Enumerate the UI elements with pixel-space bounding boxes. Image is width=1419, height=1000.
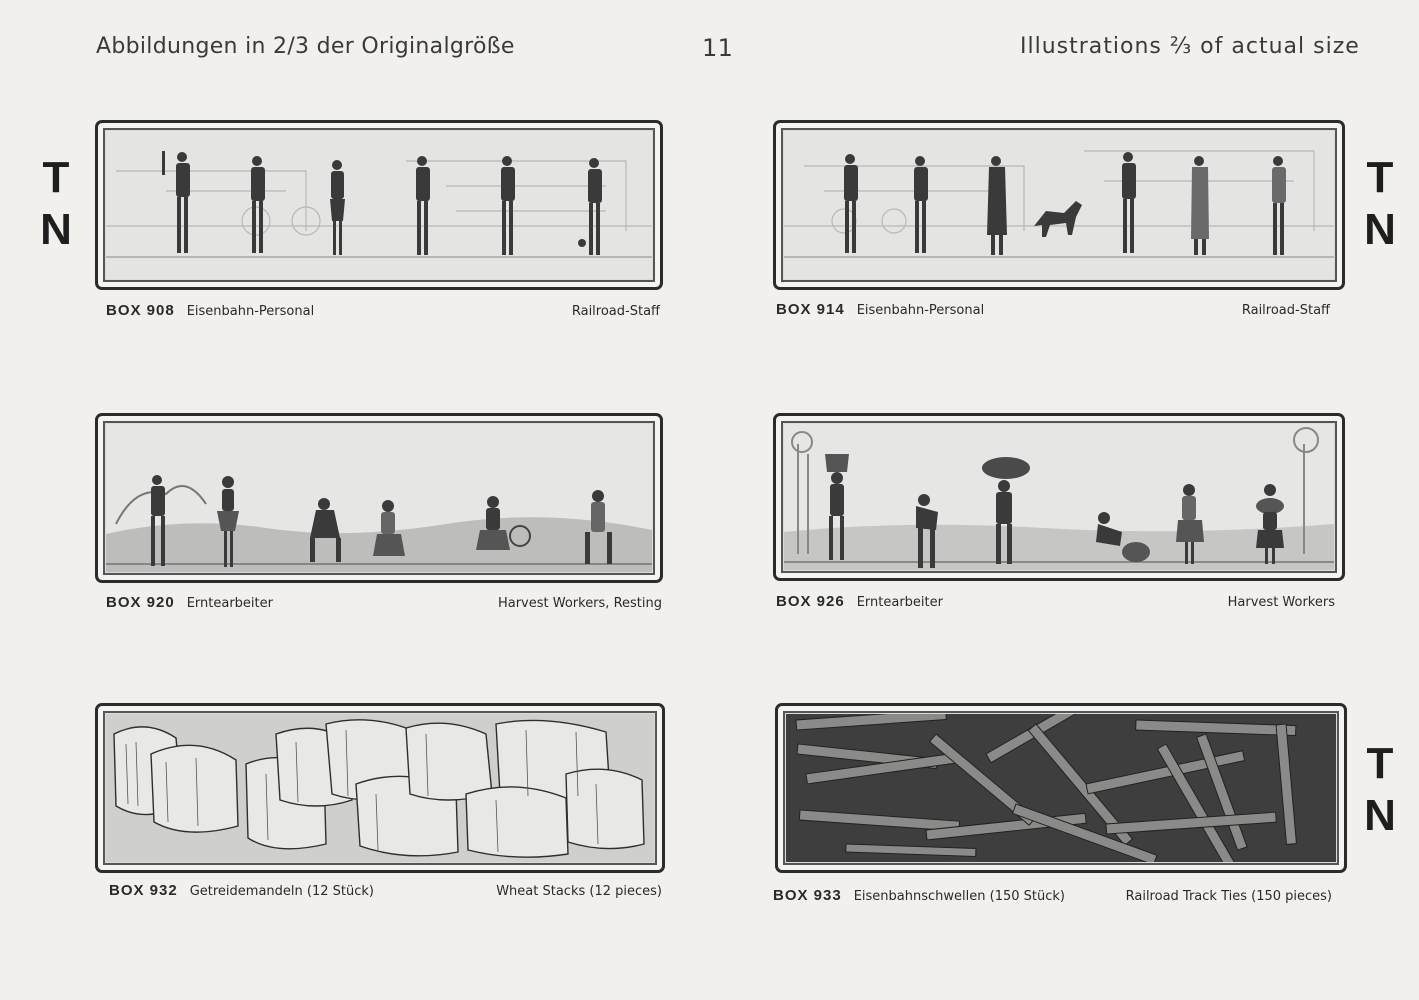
english-title: Railroad-Staff — [571, 304, 660, 319]
box-914-caption — [776, 301, 984, 318]
box-number: BOX 933 — [773, 887, 842, 904]
english-title: Harvest Workers — [1227, 595, 1335, 610]
railroad-ties-illustration — [786, 714, 1336, 862]
box-920-image — [95, 413, 663, 583]
railroad-staff-with-dog-illustration — [784, 131, 1334, 279]
wheat-stacks-illustration — [106, 714, 654, 862]
harvest-workers-resting-illustration — [106, 424, 652, 572]
box-933-image — [775, 703, 1347, 873]
scale-mark-tn-right-bottom — [1360, 738, 1400, 842]
box-number: BOX 926 — [776, 593, 845, 610]
scale-mark-tn-left — [36, 152, 76, 256]
box-932-caption — [109, 882, 374, 899]
scale-letter-n: N — [40, 205, 72, 254]
german-title: Eisenbahnschwellen (150 Stück) — [853, 889, 1065, 904]
box-920-caption — [106, 594, 273, 611]
english-title: Harvest Workers, Resting — [497, 596, 662, 611]
harvest-workers-illustration — [784, 424, 1334, 570]
english-title: Railroad-Staff — [1241, 303, 1330, 318]
english-title: Wheat Stacks (12 pieces) — [496, 884, 662, 899]
german-title: Erntearbeiter — [186, 596, 273, 611]
scale-letter-t: T — [42, 153, 70, 202]
box-926-caption — [776, 593, 943, 610]
header-left-title: Abbildungen in 2/3 der Originalgröße — [96, 34, 515, 59]
railroad-staff-figures-illustration — [106, 131, 652, 279]
english-title: Railroad Track Ties (150 pieces) — [1125, 889, 1332, 904]
german-title: Eisenbahn-Personal — [856, 303, 985, 318]
box-914-image — [773, 120, 1345, 290]
scale-mark-tn-right-top — [1360, 152, 1400, 256]
box-926-image — [773, 413, 1345, 581]
scale-letter-n: N — [1364, 791, 1396, 840]
scale-letter-t: T — [1366, 153, 1394, 202]
box-908-caption — [106, 302, 314, 319]
scale-letter-t: T — [1366, 739, 1394, 788]
box-number: BOX 932 — [109, 882, 178, 899]
page-number: 11 — [702, 34, 734, 62]
header-right-title: Illustrations ⅔ of actual size — [1020, 34, 1360, 59]
box-number: BOX 920 — [106, 594, 175, 611]
german-title: Getreidemandeln (12 Stück) — [189, 884, 374, 899]
box-932-image — [95, 703, 665, 873]
scale-letter-n: N — [1364, 205, 1396, 254]
box-933-caption — [773, 887, 1065, 904]
box-number: BOX 914 — [776, 301, 845, 318]
german-title: Eisenbahn-Personal — [186, 304, 315, 319]
box-number: BOX 908 — [106, 302, 175, 319]
german-title: Erntearbeiter — [856, 595, 943, 610]
box-908-image — [95, 120, 663, 290]
